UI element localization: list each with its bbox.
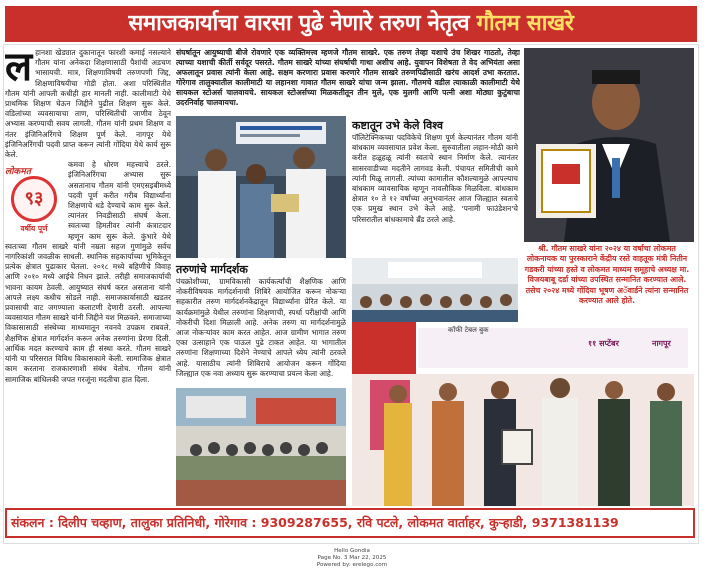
logo-number: ९३	[24, 188, 44, 210]
headline-banner	[5, 6, 697, 42]
section1-heading: कष्टातून उभे केले विश्व	[352, 119, 444, 132]
left-para-1: हानशा खेड्यात दुकानातून फारशी कमाई नसल्याने गौतम यांना अनेकदा शिक्षणासाठी पैशांची अडचण भासायची. मात्र, शिक्षणाविषयी तरुणपणी जिद्द, शिक्षणाविषयीचा गोडी होता. अशा परिस्थितीत गौतम यांनी आपली कधीही हार मानली नाही. कालीमाटी येथे प्राथमिक शिक्षण घेऊन जिद्दीने पुढील शिक्षण सुरू केले. वडिलांच्या व्यवसायाचा ताण, परिस्थितीची जाणीव ठेवून अभ्यास करण्याची सवय लागली. गौतम यांनी प्रथम शिक्षण व नंतर इंजिनिअरिंगचे शिक्षण पूर्ण केले. नागपूर येथे इंजिनिअरिंगची पदवी प्राप्त करून त्यांनी गोंदिया येथे कार्य सुरू केले.	[5, 48, 171, 160]
headline-name: गौतम साखरे	[476, 11, 574, 36]
logo-subtitle: वर्षीय पूर्ण	[20, 224, 48, 234]
page-meta	[0, 548, 704, 569]
credits-text: संकलन : दिलीप चव्हाण, तालुका प्रतिनिधी, गोरेगाव : 9309287655, रवि पटले, लोकमत वार्ताहर, कुऱ्हाडी, 9371381139	[11, 515, 619, 530]
meta-publication: Hello Gondia	[334, 548, 370, 554]
section2-body	[176, 277, 346, 385]
photo-caption	[522, 244, 692, 320]
lokmat-93-logo	[5, 164, 63, 236]
headline-text: समाजकार्याचा वारसा पुढे नेणारे तरुण नेतृत्व	[128, 11, 477, 36]
section2-heading: तरुणांचे मार्गदर्शक	[176, 263, 248, 276]
photo-award-handover	[176, 116, 346, 258]
coffee-table-label: कॉफी टेबल बुक	[448, 326, 489, 334]
event-city: नागपूर	[652, 339, 671, 348]
photo-event-group	[176, 388, 346, 506]
section2-text: पंचक्रोशीच्या, ग्रामविकासी कार्यकर्त्यांची शैक्षणिक आणि नोकरीविषयक मार्गदर्शनाची शिबिरे आयोजित करून नोकऱ्या सहकारीत तरुण मार्गदर्शनकेंद्रातून विद्यार्थ्यांना प्रेरित केले. या कार्यक्रमांमुळे येथील तरुणांना शिक्षणाची, स्पर्धा परीक्षांची आणि नोकरीची दिशा मिळाली आहे. अनेक तरुण या मार्गदर्शनामुळे आज नोकऱ्यांवर काम करत आहेत. आज ग्रामीण भागात तरुण एका उत्साहाने एक पाऊल पुढे टाकत आहेत. या भागातील तरुणांना शिक्षणाच्या दिशेने नेण्याचे आपले ध्येय त्यांनी ठरवले आहे. यासाठीच त्यांनी शिबिराचे आयोजन करून गोंदिया जिल्ह्यात एक नवा अध्याय सुरू करण्याचा प्रयत्न केला आहे.	[176, 277, 346, 378]
dropcap: ल	[5, 48, 33, 90]
logo-brand: लोकमत	[5, 167, 31, 178]
photo-award-ceremony	[352, 322, 694, 506]
meta-powered-by: Powered by: erelego.com	[316, 562, 388, 568]
section1-body	[352, 133, 518, 253]
left-para-2: कमवा हे धोरण महत्त्वाचे ठरले. इंजिनिअरिंगचा अभ्यास सुरू असतानाच गौतम यांनी एमएसइबीमध्ये पदवी पूर्ण करीत गरीब विद्यार्थ्यांना शिक्षणाचे धडे देण्याचे काम सुरू केले. त्यानंतर निवडीसाठी संघर्ष केला. स्वतःच्या हिमतीवर त्यांनी कंत्राटदार म्हणून काम सुरू केले. कुंभारे येथे स्वतःच्या गौतम साखरे यांनी नम्रता सहज गुणांमुळे सर्वच नागरिकांशी जवळीक साधली. स्थानिक सहकार्याच्या भूमिकेतून प्रत्येक क्षेत्रात पुढाकार घेतला. २०१८ मध्ये बहिणीचे विवाह आणि २०१० मध्ये आईचे निधन झाले. तरीही समाजकार्याची भावना कायम ठेवली. आयुष्यात संघर्ष करत असताना यांनी आपले लक्ष्य कधीच सोडले नाही. समाजकार्यासाठी खडतर प्रवासाची वाट जगण्याला कलाटणी देणारी ठरली. आपल्या व्यवसायात गौतम साखरे यांनी जिद्दीने यश मिळवले. समाजाच्या विकासासाठी संस्थेच्या माध्यमातून नवनवे उपक्रम राबवले. शैक्षणिक क्षेत्रात मार्गदर्शन करून अनेक तरुणांना प्रेरणा दिली. आर्थिक मदत करण्याचे काम ही संस्था करते. गौतम साखरे यांनी या परिसरात विविध विकासकामे केली. सामाजिक क्षेत्रात काम करताना राजकारणाशी संबंध येतोच. गौतम यांनी सामाजिक बांधिलकी जपत गरजूंना मदतीचा हात दिला.	[5, 160, 171, 384]
caption-text: श्री. गौतम साखरे यांना २०२४ या वर्षाचा लोकमत लोकनायक या पुरस्काराने केंद्रीय रस्ते वाहतूक मंत्री नितीन गडकरी यांच्या हस्ते व लोकमत माध्यम समूहाचे अध्यक्ष मा. विजयबाबू दर्डा यांच्या उपस्थित सन्मानित करण्यात आले. तसेच २०२४ मध्ये गोंदिया भूषण अॅवार्डने त्यांना सन्मानित करण्यात आले होते.	[524, 244, 690, 306]
intro-text: संघर्षातून आयुष्याची बीजे रोवणारे एक व्यक्तिमत्त्व म्हणजे गौतम साखरे. एक तरुण तेव्हा यशाचे उंच शिखर गाठतो, तेव्हा त्याच्या यशाची कीर्ती सर्वदूर पसरते. गौतम साखरे यांच्या संघर्षाची गाथा अशीच आहे. युवापन विशेषता ते वेद अभियंता असा अफलातून प्रवास त्यांनी केला आहे. सक्षम करणारा प्रवास करणारे गौतम साखरे तरुणपिढीसाठी खरंच आदर्श उभा करतात. गोरेगाव तालुक्यातील कालीमाटी या लहानशा गावात गौतम साखरे यांचा जन्म झाला. गौतमचे वडील त्याकाळी कालीमाटी येथे सायकल स्टोअर्स चालवायचे. सायकल स्टोअर्सच्या मिळकतीतून तीन मुले, एक मुलगी आणि पत्नी अशा मोठ्या कुटुंबाचा उदरनिर्वाह चालवायचा.	[176, 48, 520, 107]
meta-page-date: Page No. 3 Mar 22, 2025	[317, 555, 387, 561]
intro-block	[176, 48, 520, 110]
photo-portrait-gautam	[524, 48, 694, 242]
credits-bar	[5, 508, 695, 538]
section1-text: पॉलिटेक्निकच्या पदविकेचे शिक्षण पूर्ण केल्यानंतर गौतम यांनी बांधकाम व्यवसायात प्रवेश केला. सुरुवातीला लहान-मोठी कामे करीत हळूहळू त्यांनी स्वतःचे स्थान निर्माण केले. त्यानंतर सासरवाडीच्या मदतीने लागवड केली. पंचायत समितीची कामे त्यांनी मिळू लागली. त्यांच्या कामातील कौशल्यामुळे आपल्याच बांधकाम व्यावसायिक म्हणून नावलौकिक मिळविला. बांधकाम क्षेत्रात १० ते १२ वर्षांच्या अनुभवानंतर आज जिल्ह्यात स्वतःचे एक प्रमुख स्थान उभे केले आहे. 'पनामी फाउंडेशन'चे परिसरातील बांधकामाचे ब्रँड ठरले आहे.	[352, 133, 518, 224]
left-column	[5, 48, 171, 506]
event-date: ११ सप्टेंबर	[588, 339, 619, 348]
